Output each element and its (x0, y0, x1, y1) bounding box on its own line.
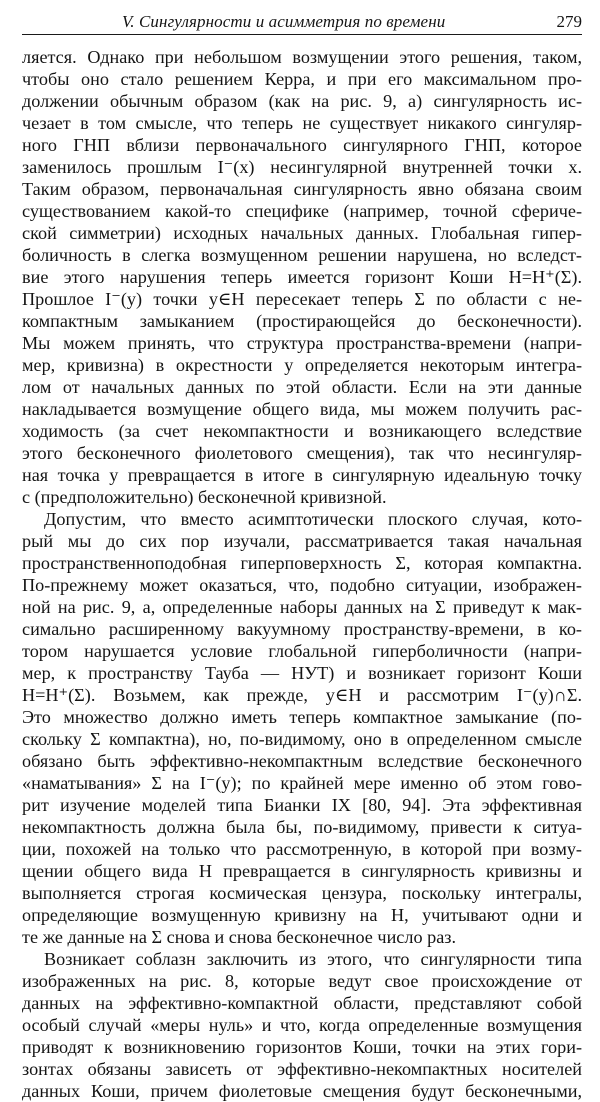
text-line: щении общего вида H превращается в сингулярность кривизны и (22, 861, 582, 881)
text-line: мер, к пространству Тауба — НУТ) и возникает горизонт Коши (22, 663, 582, 683)
text-line: мер, кривизна) в окрестности y определяется некоторым интегра- (22, 355, 582, 375)
running-title: V. Сингулярности и асимметрия по времени (122, 12, 446, 31)
paragraph (22, 948, 582, 1102)
text-line: тором нарушается условие глобальной гиперболичности (напри- (22, 641, 582, 661)
text-line: чезает в том смысле, что теперь не существует никакого сингуляр- (22, 113, 582, 133)
running-header (22, 8, 582, 35)
text-line: рит изучение моделей типа Бианки IX [80, 94]. Эта эффективная (22, 795, 582, 815)
text-line: компактным замыканием (простирающейся до бесконечности). (22, 311, 582, 331)
text-line: ской симметрии) исходных начальных данных. Глобальная гипер- (22, 223, 582, 243)
text-line: ной на рис. 9, a, определенные наборы данных на Σ приведут к мак- (22, 597, 582, 617)
text-line: Допустим, что вместо асимптотически плоского случая, кото- (44, 509, 582, 529)
text-line: боличность в слегка возмущенном решении нарушена, но вследст- (22, 245, 582, 265)
text-line: Мы можем принять, что структура пространства-времени (напри- (22, 333, 582, 353)
paragraph (22, 46, 582, 508)
text-line: По-прежнему может оказаться, что, подобно ситуации, изображен- (22, 575, 582, 595)
text-line: те же данные на Σ снова и снова бесконечное число раз. (22, 927, 456, 947)
text-line: некомпактность должна была бы, по-видимому, привести к ситуа- (22, 817, 582, 837)
text-line: должении обычным образом (как на рис. 9, a) сингулярность ис- (22, 91, 582, 111)
text-line: особый случай «меры нуль» и что, когда определенные возмущения (22, 1015, 582, 1035)
text-line: H=H⁺(Σ). Возьмем, как прежде, y∈H и рассмотрим I⁻(y)∩Σ. (22, 685, 582, 705)
text-line: Прошлое I⁻(y) точки y∈H пересекает теперь Σ по области с не- (22, 289, 582, 309)
text-line: ляется. Однако при небольшом возмущении этого решения, таком, (22, 47, 582, 67)
text-line: симально расширенному вакуумному пространству-времени, в ко- (22, 619, 582, 639)
body-text (22, 46, 582, 1102)
text-line: данных на эффективно-компактной области, представляют собой (22, 993, 582, 1013)
text-line: определяющие возмущенную кривизну на H, учитывают одни и (22, 905, 582, 925)
book-page (22, 8, 582, 1102)
text-line: этого бесконечного фиолетового смещения), так что несингуляр- (22, 443, 582, 463)
page-number: 279 (556, 12, 582, 31)
text-line: пространственноподобная гиперповерхность Σ, которая компактна. (22, 553, 582, 573)
paragraph (22, 508, 582, 948)
text-line: заменилось прошлым I⁻(x) несингулярной внутренней точки x. (22, 157, 582, 177)
text-line: выполняется строгая космическая цензура, поскольку интегралы, (22, 883, 582, 903)
text-line: ного ГНП вблизи первоначального сингулярного ГНП, которое (22, 135, 582, 155)
text-line: зонтах обязаны зависеть от эффективно-некомпактных носителей (22, 1059, 582, 1079)
text-line: изображенных на рис. 8, которые ведут свое происхождение от (22, 971, 582, 991)
text-line: «наматывания» Σ на I⁻(y); по крайней мере именно об этом гово- (22, 773, 582, 793)
text-line: Таким образом, первоначальная сингулярность явно обязана своим (22, 179, 582, 199)
text-line: скольку Σ компактна), но, по-видимому, оно в определенном смысле (22, 729, 582, 749)
text-line: накладывается возмущение общего вида, мы можем получить рас- (22, 399, 582, 419)
text-line: существованием какой-то специфике (например, точной сфериче- (22, 201, 582, 221)
text-line: лом от начальных данных по этой области. Если на эти данные (22, 377, 582, 397)
text-line: рый мы до сих пор изучали, рассматривается такая начальная (22, 531, 582, 551)
text-line: чтобы оно стало решением Керра, и при его максимальном про- (22, 69, 582, 89)
text-line: Возникает соблазн заключить из этого, что сингулярности типа (44, 949, 582, 969)
text-line: данных Коши, причем фиолетовые смещения будут бесконечными, (22, 1081, 582, 1101)
text-line: с (предположительно) бесконечной кривизной. (22, 487, 387, 507)
text-line: Это множество должно иметь теперь компактное замыкание (по- (22, 707, 582, 727)
text-line: ходимость (за счет некомпактности и возникающего вследствие (22, 421, 582, 441)
text-line: ции, похожей на только что рассмотренную, в которой при возму- (22, 839, 582, 859)
text-line: вие этого нарушения теперь имеется горизонт Коши H=H⁺(Σ). (22, 267, 582, 287)
text-line: приводят к возникновению горизонтов Коши, точки на этих гори- (22, 1037, 582, 1057)
text-line: обязано быть эффективно-некомпактным вследствие бесконечного (22, 751, 582, 771)
text-line: ная точка y превращается в итоге в сингулярную идеальную точку (22, 465, 582, 485)
